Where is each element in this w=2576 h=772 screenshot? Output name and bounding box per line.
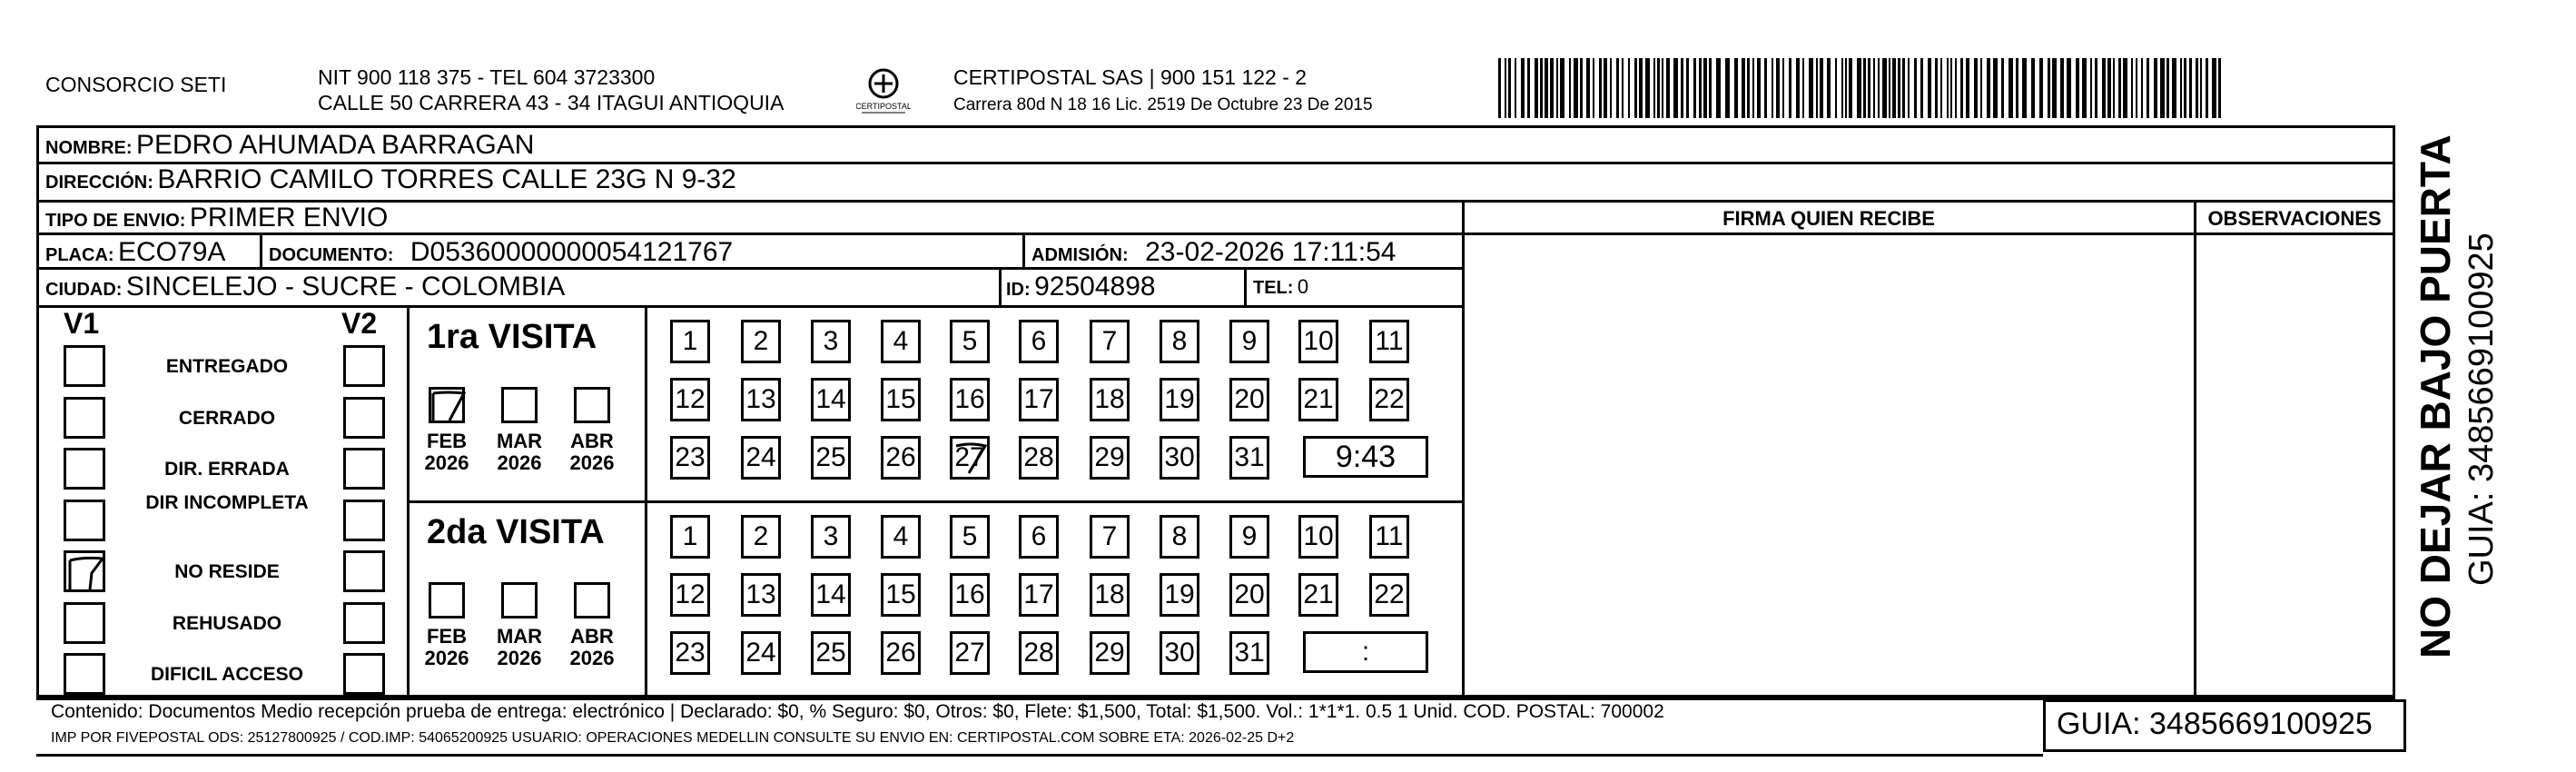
barcode-bar bbox=[1868, 58, 1870, 118]
barcode-bar bbox=[1508, 58, 1511, 118]
barcode-bar bbox=[1693, 58, 1696, 118]
barcode-bar bbox=[1950, 58, 1952, 118]
company-name: CONSORCIO SETI bbox=[45, 73, 227, 96]
barcode-bar bbox=[2107, 58, 2111, 118]
barcode-bar bbox=[1540, 58, 1543, 118]
barcode-bar bbox=[2189, 58, 2192, 118]
day-box[interactable]: 28 bbox=[1019, 436, 1059, 480]
barcode-bar bbox=[2113, 58, 2115, 118]
barcode-bar bbox=[1634, 58, 1637, 118]
day-box[interactable]: 1 bbox=[670, 515, 710, 559]
tel-cell bbox=[1253, 271, 1308, 306]
day-box[interactable]: 19 bbox=[1160, 573, 1199, 617]
day-box[interactable]: 8 bbox=[1160, 515, 1199, 559]
day-box[interactable]: 18 bbox=[1090, 573, 1130, 617]
barcode-bar bbox=[1709, 58, 1712, 118]
barcode-bar bbox=[1610, 58, 1612, 118]
month-label bbox=[565, 431, 619, 474]
barcode-bar bbox=[1716, 58, 1721, 118]
barcode-bar bbox=[1935, 58, 1938, 118]
barcode-bar bbox=[1849, 58, 1852, 118]
barcode-bar bbox=[1622, 58, 1624, 118]
v1-checkbox[interactable] bbox=[64, 345, 105, 387]
barcode-bar bbox=[1772, 58, 1773, 118]
id-cell bbox=[1006, 271, 1156, 308]
day-box[interactable]: 26 bbox=[881, 631, 921, 675]
visit-time-box[interactable]: : bbox=[1303, 631, 1428, 673]
status-label: CERRADO bbox=[178, 407, 276, 429]
barcode-bar bbox=[1873, 58, 1875, 118]
firma-header: FIRMA QUIEN RECIBE bbox=[1722, 207, 1935, 230]
barcode-bar bbox=[1841, 58, 1843, 118]
barcode-bar bbox=[2131, 58, 2133, 118]
barcode-bar bbox=[2102, 58, 2106, 118]
barcode-bar bbox=[1908, 58, 1910, 118]
v2-checkbox[interactable] bbox=[343, 550, 385, 592]
day-box[interactable]: 2 bbox=[741, 515, 781, 559]
day-box[interactable]: 11 bbox=[1369, 320, 1409, 363]
barcode-bar bbox=[1673, 58, 1678, 118]
barcode-bar bbox=[1556, 58, 1558, 118]
day-box[interactable]: 20 bbox=[1229, 573, 1269, 617]
barcode-bar bbox=[1703, 58, 1707, 118]
id-value: 92504898 bbox=[1034, 272, 1156, 302]
barcode-bar bbox=[1616, 58, 1619, 118]
barcode-bar bbox=[1974, 58, 1978, 118]
barcode-bar bbox=[1966, 58, 1969, 118]
month-checkbox[interactable] bbox=[501, 387, 538, 423]
barcode-bar bbox=[1902, 58, 1905, 118]
day-box[interactable]: 14 bbox=[811, 573, 851, 617]
month-year: 2026 bbox=[497, 647, 542, 669]
direccion-label: DIRECCIÓN: bbox=[45, 173, 153, 193]
barcode-bar bbox=[2052, 58, 2057, 118]
day-box[interactable]: 9 bbox=[1229, 515, 1269, 559]
barcode-bar bbox=[2166, 58, 2169, 118]
barcode-bar bbox=[1734, 58, 1738, 118]
footer-imp: IMP POR FIVEPOSTAL ODS: 25127800925 / COD.IMP: 54065200925 USUARIO: OPERACIONES MEDELLIN CONSULTE SU ENVIO EN: CERTIPOSTAL.COM SOBRE ETA: 2026-02-25 D+2 bbox=[51, 730, 1295, 746]
barcode-bar bbox=[2039, 58, 2043, 118]
day-box[interactable]: 20 bbox=[1229, 378, 1269, 421]
nit-line: NIT 900 118 375 - TEL 604 3723300 bbox=[318, 65, 656, 89]
barcode-bar bbox=[1882, 58, 1887, 118]
barcode-bar bbox=[1980, 58, 1982, 118]
barcode-bar bbox=[2218, 58, 2221, 118]
barcode-bar bbox=[1662, 58, 1663, 118]
barcode-bar bbox=[1535, 58, 1538, 118]
barcode-bar bbox=[1586, 58, 1590, 118]
barcode-bar bbox=[2022, 58, 2027, 118]
day-box[interactable]: 4 bbox=[881, 320, 921, 363]
month-checkbox[interactable] bbox=[574, 582, 610, 619]
side-no-dejar: NO DEJAR BAJO PUERTA bbox=[2412, 134, 2459, 658]
barcode-bar bbox=[2095, 58, 2097, 118]
barcode-bar bbox=[2184, 58, 2186, 118]
nombre-row bbox=[45, 129, 534, 166]
documento-label: DOCUMENTO: bbox=[269, 245, 394, 265]
barcode-bar bbox=[1657, 58, 1660, 118]
barcode-bar bbox=[1725, 58, 1730, 118]
day-box[interactable]: 13 bbox=[741, 378, 781, 421]
day-box[interactable]: 1 bbox=[670, 320, 710, 363]
barcode-bar bbox=[1889, 58, 1890, 118]
license-line: Carrera 80d N 18 16 Lic. 2519 De Octubre 23 De 2015 bbox=[953, 95, 1373, 114]
id-label: ID: bbox=[1006, 280, 1031, 300]
month-name: FEB bbox=[427, 430, 467, 452]
day-box[interactable]: 27 bbox=[950, 631, 990, 675]
barcode-bar bbox=[1742, 58, 1745, 118]
barcode-bar bbox=[1645, 58, 1650, 118]
barcode-bar bbox=[1521, 58, 1525, 118]
day-box[interactable]: 21 bbox=[1298, 378, 1338, 421]
barcode-bar bbox=[1782, 58, 1784, 118]
barcode-bar bbox=[2136, 58, 2137, 118]
nombre-label: NOMBRE: bbox=[45, 138, 133, 158]
month-year: 2026 bbox=[424, 647, 469, 669]
visit-title: 1ra VISITA bbox=[427, 318, 597, 356]
barcode-bar bbox=[1666, 58, 1670, 118]
barcode-bar bbox=[1914, 58, 1917, 118]
barcode-bar bbox=[1699, 58, 1702, 118]
barcode-bar bbox=[2118, 58, 2121, 118]
day-box[interactable]: 24 bbox=[741, 436, 781, 480]
day-box[interactable]: 21 bbox=[1298, 573, 1338, 617]
month-name: MAR bbox=[496, 430, 543, 452]
admision-value: 23-02-2026 17:11:54 bbox=[1145, 237, 1397, 267]
status-label: DIR INCOMPLETA bbox=[145, 491, 309, 513]
barcode-bar bbox=[2180, 58, 2182, 118]
tel-value: 0 bbox=[1297, 275, 1309, 298]
v2-checkbox[interactable] bbox=[343, 345, 385, 387]
v1-checkbox[interactable] bbox=[64, 653, 105, 695]
day-box[interactable]: 4 bbox=[881, 515, 921, 559]
day-box[interactable]: 2 bbox=[741, 320, 781, 363]
status-label: REHUSADO bbox=[172, 612, 282, 634]
barcode-bar bbox=[2160, 58, 2165, 118]
barcode-bar bbox=[1527, 58, 1530, 118]
barcode-bar bbox=[2141, 58, 2143, 118]
barcode-bar bbox=[2048, 58, 2050, 118]
month-checkbox[interactable] bbox=[574, 387, 610, 423]
barcode-bar bbox=[1993, 58, 1998, 118]
ciudad-value: SINCELEJO - SUCRE - COLOMBIA bbox=[125, 272, 566, 302]
v1-checkbox[interactable] bbox=[64, 602, 105, 644]
day-check-mark bbox=[952, 439, 989, 490]
barcode-bar bbox=[1845, 58, 1847, 118]
barcode-bar bbox=[2123, 58, 2127, 118]
barcode-bar bbox=[1955, 58, 1957, 118]
barcode-bar bbox=[1816, 58, 1818, 118]
day-box[interactable]: 31 bbox=[1229, 436, 1269, 480]
barcode-bar bbox=[1960, 58, 1963, 118]
v2-checkbox[interactable] bbox=[343, 653, 385, 695]
day-box[interactable]: 16 bbox=[950, 573, 990, 617]
footer-guia: GUIA: 3485669100925 bbox=[2057, 707, 2373, 741]
barcode-bar bbox=[2090, 58, 2092, 118]
admision-label: ADMISIÓN: bbox=[1031, 245, 1129, 265]
direccion-value: BARRIO CAMILO TORRES CALLE 23G N 9-32 bbox=[157, 164, 736, 194]
month-name: ABR bbox=[570, 625, 614, 648]
day-box[interactable]: 18 bbox=[1090, 378, 1130, 421]
barcode-bar bbox=[1580, 58, 1583, 118]
v1-checkbox[interactable] bbox=[64, 550, 105, 592]
barcode-bar bbox=[1789, 58, 1791, 118]
ciudad-cell bbox=[45, 271, 565, 308]
day-box[interactable]: 3 bbox=[811, 320, 851, 363]
day-box[interactable]: 29 bbox=[1090, 436, 1130, 480]
day-box[interactable]: 24 bbox=[741, 631, 781, 675]
day-box[interactable]: 28 bbox=[1019, 631, 1059, 675]
status-label: ENTREGADO bbox=[165, 356, 289, 377]
carrier-line: CERTIPOSTAL SAS | 900 151 122 - 2 bbox=[953, 65, 1308, 89]
barcode-bar bbox=[2200, 58, 2202, 118]
barcode-bar bbox=[1574, 58, 1578, 118]
barcode-bar bbox=[1747, 58, 1750, 118]
visit-title: 2da VISITA bbox=[427, 513, 605, 551]
documento-value: D05360000000054121767 bbox=[410, 237, 734, 267]
barcode-bar bbox=[1639, 58, 1643, 118]
day-box[interactable]: 3 bbox=[811, 515, 851, 559]
observaciones-header: OBSERVACIONES bbox=[2207, 207, 2382, 230]
day-box[interactable]: 6 bbox=[1019, 320, 1059, 363]
day-box[interactable]: 31 bbox=[1229, 631, 1269, 675]
v2-label: V2 bbox=[341, 307, 378, 340]
month-year: 2026 bbox=[569, 647, 615, 669]
month-label bbox=[492, 431, 547, 474]
barcode-bar bbox=[1752, 58, 1754, 118]
day-box[interactable]: 23 bbox=[670, 436, 710, 480]
v1-checkbox[interactable] bbox=[64, 397, 105, 439]
barcode-bar bbox=[1835, 58, 1837, 118]
barcode-bar bbox=[1820, 58, 1823, 118]
barcode-bar bbox=[1628, 58, 1630, 118]
barcode-bar bbox=[2016, 58, 2018, 118]
barcode-bar bbox=[1757, 58, 1761, 118]
day-box[interactable]: 15 bbox=[881, 573, 921, 617]
day-box[interactable]: 25 bbox=[811, 631, 851, 675]
barcode-bar bbox=[1686, 58, 1689, 118]
direccion-row bbox=[45, 163, 736, 201]
v1-checkbox[interactable] bbox=[64, 448, 105, 490]
barcode-bar bbox=[1898, 58, 1900, 118]
barcode-bar bbox=[1827, 58, 1831, 118]
barcode bbox=[1498, 58, 2225, 118]
day-box[interactable]: 14 bbox=[811, 378, 851, 421]
barcode-bar bbox=[2082, 58, 2087, 118]
barcode-bar bbox=[2008, 58, 2013, 118]
day-box[interactable]: 9 bbox=[1229, 320, 1269, 363]
month-checkbox[interactable] bbox=[429, 387, 465, 423]
day-box[interactable]: 25 bbox=[811, 436, 851, 480]
month-year: 2026 bbox=[497, 451, 542, 474]
logo-text: CERTIPOSTAL bbox=[856, 102, 911, 111]
address-line: CALLE 50 CARRERA 43 - 34 ITAGUI ANTIOQUIA bbox=[318, 91, 785, 114]
barcode-bar bbox=[2196, 58, 2198, 118]
status-label: DIR. ERRADA bbox=[164, 459, 290, 480]
day-box[interactable]: 12 bbox=[670, 573, 710, 617]
v2-checkbox[interactable] bbox=[343, 448, 385, 490]
barcode-bar bbox=[2206, 58, 2208, 118]
day-box[interactable]: 13 bbox=[741, 573, 781, 617]
v2-checkbox[interactable] bbox=[343, 500, 385, 541]
barcode-bar bbox=[1764, 58, 1767, 118]
month-checkbox[interactable] bbox=[429, 582, 465, 619]
tipo-label: TIPO DE ENVIO: bbox=[45, 211, 186, 231]
barcode-bar bbox=[1928, 58, 1931, 118]
day-box[interactable]: 26 bbox=[881, 436, 921, 480]
barcode-bar bbox=[2067, 58, 2071, 118]
barcode-bar bbox=[1515, 58, 1516, 118]
barcode-bar bbox=[2031, 58, 2035, 118]
day-box[interactable]: 17 bbox=[1019, 573, 1059, 617]
barcode-bar bbox=[1560, 58, 1564, 118]
day-box[interactable]: 22 bbox=[1369, 573, 1409, 617]
barcode-bar bbox=[2172, 58, 2176, 118]
barcode-bar bbox=[1681, 58, 1683, 118]
month-name: MAR bbox=[496, 625, 543, 648]
ciudad-label: CIUDAD: bbox=[45, 280, 123, 300]
barcode-bar bbox=[1599, 58, 1602, 118]
month-label bbox=[565, 626, 619, 669]
day-box[interactable]: 10 bbox=[1298, 515, 1338, 559]
visit-time-box[interactable]: 9:43 bbox=[1303, 436, 1428, 478]
month-year: 2026 bbox=[424, 451, 469, 474]
day-box[interactable]: 27 bbox=[950, 436, 990, 480]
v2-checkbox[interactable] bbox=[343, 602, 385, 644]
day-box[interactable]: 5 bbox=[950, 515, 990, 559]
day-box[interactable]: 16 bbox=[950, 378, 990, 421]
v2-checkbox[interactable] bbox=[343, 397, 385, 439]
barcode-bar bbox=[1802, 58, 1804, 118]
certipostal-logo bbox=[856, 64, 911, 118]
barcode-bar bbox=[1878, 58, 1880, 118]
month-label bbox=[419, 431, 474, 474]
day-box[interactable]: 22 bbox=[1369, 378, 1409, 421]
day-box[interactable]: 17 bbox=[1019, 378, 1059, 421]
day-box[interactable]: 19 bbox=[1160, 378, 1199, 421]
month-label bbox=[419, 626, 474, 669]
barcode-bar bbox=[1857, 58, 1861, 118]
barcode-bar bbox=[2060, 58, 2064, 118]
month-checkbox[interactable] bbox=[501, 582, 538, 619]
side-guia: GUIA: 3485669100925 bbox=[2462, 233, 2501, 586]
status-label: NO RESIDE bbox=[174, 561, 280, 582]
barcode-bar bbox=[1940, 58, 1942, 118]
day-box[interactable]: 12 bbox=[670, 378, 710, 421]
day-box[interactable]: 30 bbox=[1160, 436, 1199, 480]
barcode-bar bbox=[2212, 58, 2216, 118]
barcode-bar bbox=[1569, 58, 1571, 118]
barcode-bar bbox=[1593, 58, 1594, 118]
barcode-bar bbox=[2076, 58, 2079, 118]
day-box[interactable]: 7 bbox=[1090, 320, 1130, 363]
barcode-bar bbox=[1920, 58, 1923, 118]
barcode-bar bbox=[1545, 58, 1548, 118]
placa-value: ECO79A bbox=[118, 237, 226, 267]
day-box[interactable]: 7 bbox=[1090, 515, 1130, 559]
barcode-bar bbox=[1809, 58, 1813, 118]
barcode-bar bbox=[2001, 58, 2004, 118]
barcode-bar bbox=[1947, 58, 1949, 118]
nombre-value: PEDRO AHUMADA BARRAGAN bbox=[136, 130, 535, 160]
barcode-bar bbox=[1796, 58, 1800, 118]
barcode-bar bbox=[1987, 58, 1990, 118]
placa-label: PLACA: bbox=[45, 245, 114, 265]
barcode-bar bbox=[1776, 58, 1780, 118]
month-year: 2026 bbox=[569, 451, 615, 474]
barcode-bar bbox=[1604, 58, 1607, 118]
day-box[interactable]: 15 bbox=[881, 378, 921, 421]
day-box[interactable]: 29 bbox=[1090, 631, 1130, 675]
barcode-bar bbox=[2147, 58, 2149, 118]
barcode-bar bbox=[1498, 58, 1501, 118]
barcode-bar bbox=[1550, 58, 1554, 118]
day-box[interactable]: 23 bbox=[670, 631, 710, 675]
tel-label: TEL: bbox=[1253, 278, 1294, 298]
day-box[interactable]: 10 bbox=[1298, 320, 1338, 363]
day-box[interactable]: 6 bbox=[1019, 515, 1059, 559]
barcode-bar bbox=[2154, 58, 2157, 118]
day-box[interactable]: 8 bbox=[1160, 320, 1199, 363]
barcode-bar bbox=[1653, 58, 1655, 118]
month-name: ABR bbox=[570, 430, 614, 452]
tipo-value: PRIMER ENVIO bbox=[189, 203, 389, 233]
v1-checkbox[interactable] bbox=[64, 500, 105, 541]
barcode-bar bbox=[1863, 58, 1866, 118]
v1-label: V1 bbox=[64, 307, 100, 340]
day-box[interactable]: 30 bbox=[1160, 631, 1199, 675]
month-label bbox=[492, 626, 547, 669]
barcode-bar bbox=[1892, 58, 1896, 118]
footer-contenido: Contenido: Documentos Medio recepción prueba de entrega: electrónico | Declarado: $0, % Seguro: $0, Otros: $0, Flete: $1,500, Total: $1,500. Vol.: 1*1*1. 0.5 1 Unid. COD. POSTAL: 700002 bbox=[51, 701, 1664, 722]
day-box[interactable]: 11 bbox=[1369, 515, 1409, 559]
day-box[interactable]: 5 bbox=[950, 320, 990, 363]
status-label: DIFICIL ACCESO bbox=[150, 664, 303, 685]
month-name: FEB bbox=[427, 625, 467, 648]
barcode-bar bbox=[1505, 58, 1506, 118]
